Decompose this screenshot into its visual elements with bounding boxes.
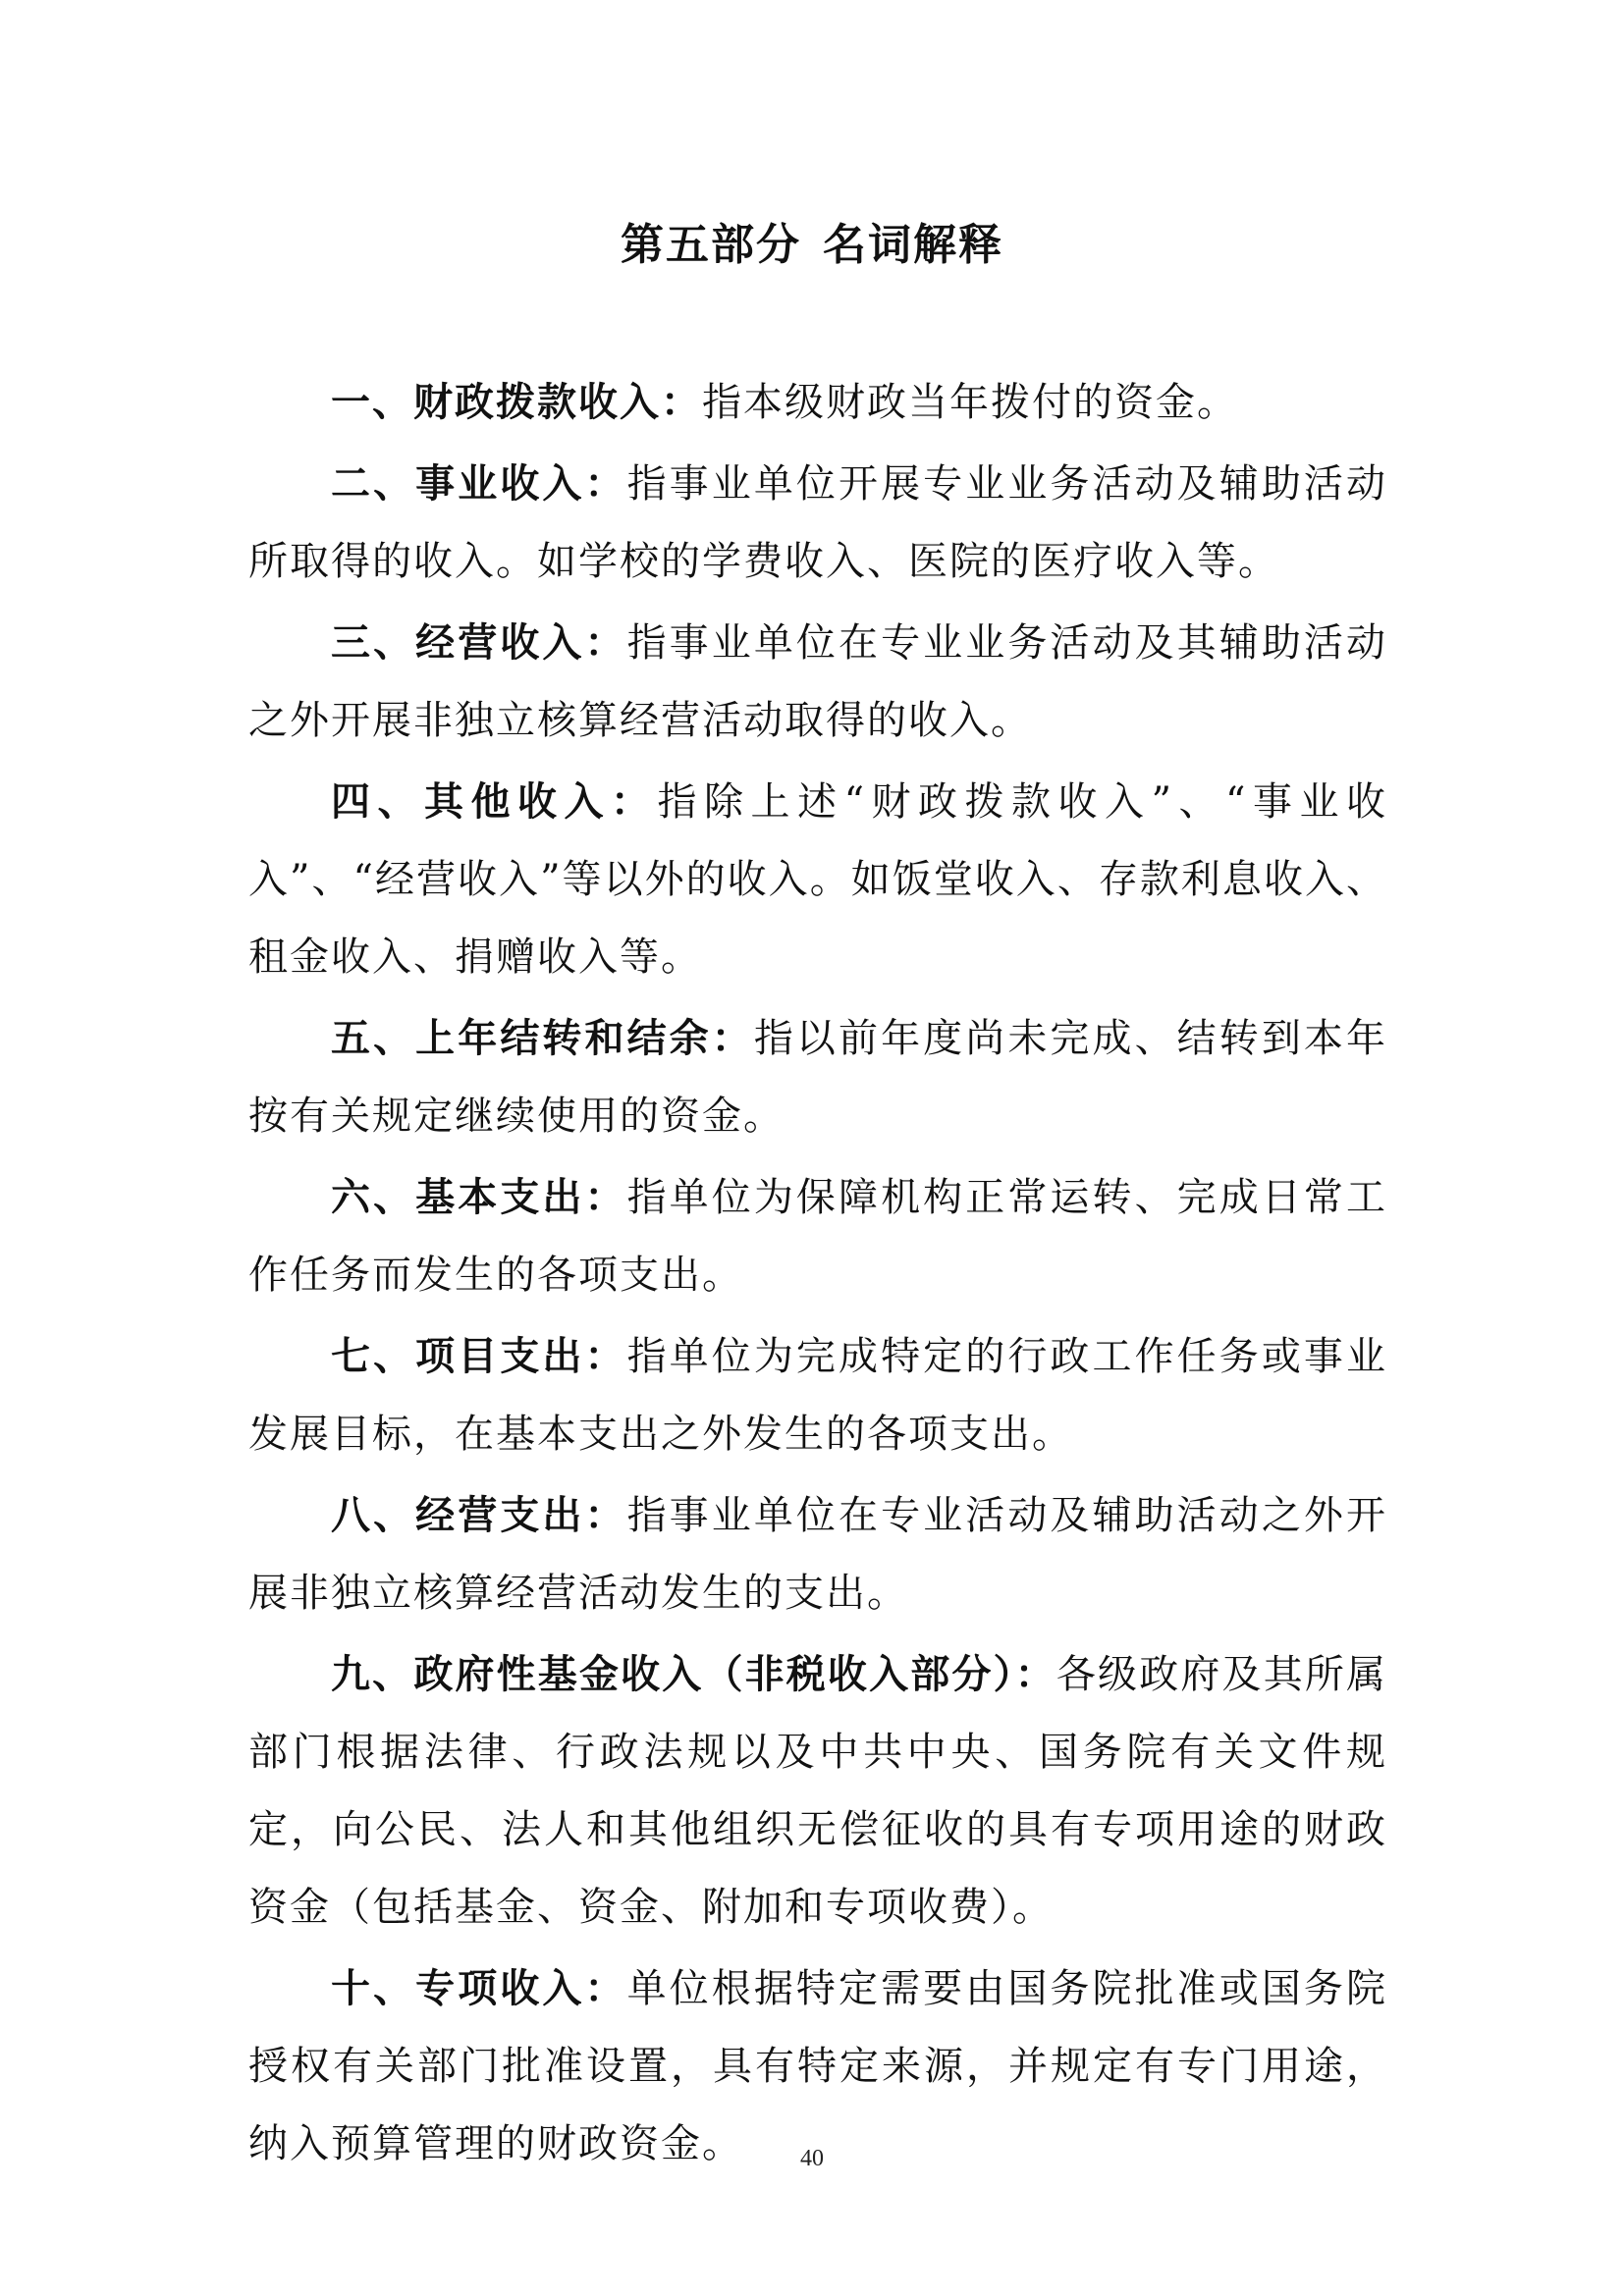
definition-item	[248, 605, 1387, 760]
definition-text: 指以前年度尚未完成、结转到本年按有关规定继续使用的资金。	[248, 1016, 1388, 1139]
definition-text: 各级政府及其所属部门根据法律、行政法规以及中共中央、国务院有关文件规定，向公民、法人和其他组织无偿征收的具有专项用途的财政资金（包括基金、资金、附加和专项收费）。	[248, 1652, 1388, 1930]
definition-term: 三、经营收入：	[331, 620, 627, 666]
definitions-list	[248, 364, 1387, 2187]
definition-term: 一、财政拨款收入：	[331, 380, 702, 425]
title-part: 第五部分	[621, 220, 801, 270]
definition-item	[248, 764, 1387, 996]
definition-term: 九、政府性基金收入（非税收入部分）：	[331, 1652, 1056, 1697]
definition-item	[248, 1000, 1387, 1155]
definition-text: 指单位为完成特定的行政工作任务或事业发展目标，在基本支出之外发生的各项支出。	[248, 1334, 1388, 1457]
definition-term: 七、项目支出：	[331, 1334, 627, 1379]
definition-item	[248, 446, 1387, 601]
definition-text: 指单位为保障机构正常运转、完成日常工作任务而发生的各项支出。	[248, 1175, 1388, 1298]
definition-term: 十、专项收入：	[331, 1966, 627, 2011]
title-name: 名词解释	[823, 220, 1003, 270]
definition-item	[248, 1318, 1387, 1473]
definition-term: 八、经营支出：	[331, 1493, 627, 1538]
definition-term: 六、基本支出：	[331, 1175, 627, 1220]
definition-text: 单位根据特定需要由国务院批准或国务院授权有关部门批准设置，具有特定来源，并规定有专门用途，纳入预算管理的财政资金。	[248, 1966, 1388, 2166]
definition-term: 五、上年结转和结余：	[331, 1016, 754, 1061]
definition-text: 指事业单位开展专业业务活动及辅助活动所取得的收入。如学校的学费收入、医院的医疗收入等。	[248, 461, 1388, 584]
definition-text: 指除上述“财政拨款收入”、“事业收入”、“经营收入”等以外的收入。如饭堂收入、存款利息收入、租金收入、捐赠收入等。	[248, 779, 1387, 980]
page-title	[0, 216, 1624, 275]
definition-term: 四、其他收入：	[331, 779, 658, 825]
definition-item	[248, 1477, 1387, 1632]
definition-item	[248, 1636, 1387, 1947]
definition-term: 二、事业收入：	[331, 461, 627, 507]
definition-text: 指本级财政当年拨付的资金。	[702, 380, 1238, 425]
definition-text: 指事业单位在专业活动及辅助活动之外开展非独立核算经营活动发生的支出。	[248, 1493, 1388, 1616]
page-number: 40	[800, 2146, 824, 2171]
definition-item	[248, 364, 1387, 442]
definition-item	[248, 1159, 1387, 1314]
definition-text: 指事业单位在专业业务活动及其辅助活动之外开展非独立核算经营活动取得的收入。	[248, 620, 1388, 743]
